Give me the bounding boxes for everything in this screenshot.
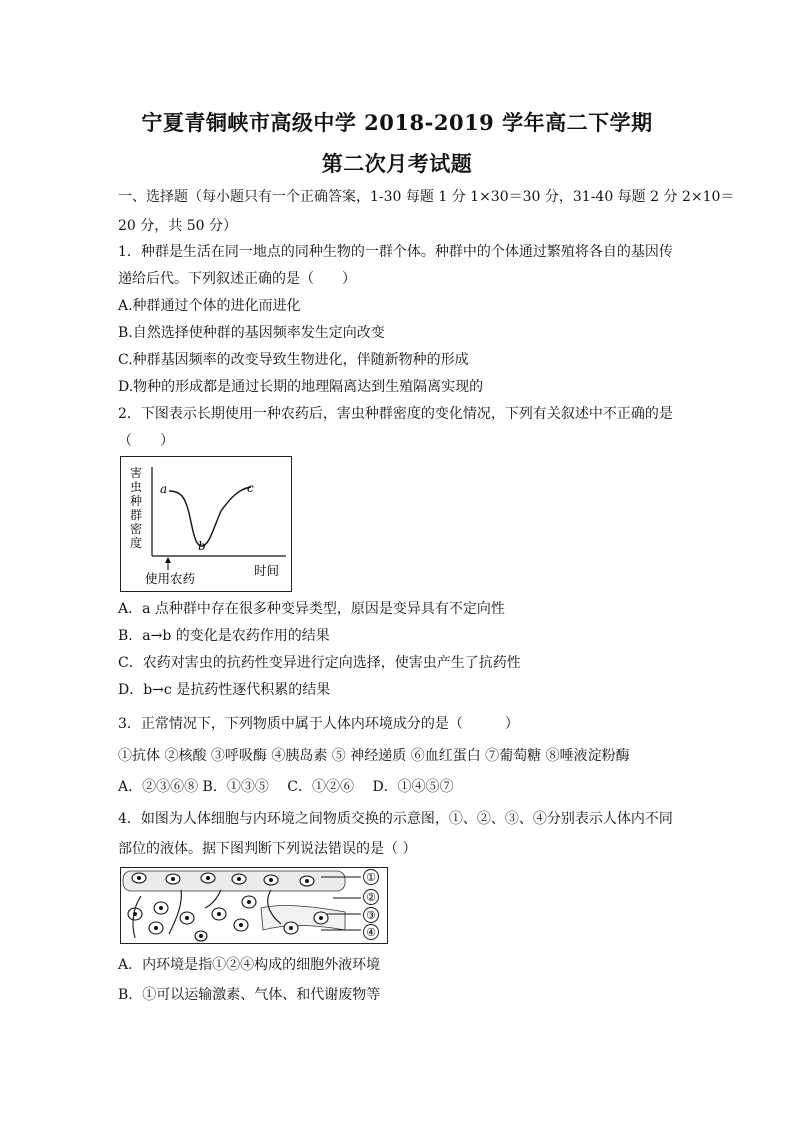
point-c-label: c: [247, 481, 254, 495]
q3-stem: 3．正常情况下，下列物质中属于人体内环境成分的是（ ）: [118, 716, 519, 732]
exam-title: 宁夏青铜峡市高级中学 2018-2019 学年高二下学期: [141, 110, 653, 135]
body-fluid-exchange-figure: [120, 867, 388, 944]
q2-option-b: B．a→b 的变化是农药作用的结果: [118, 628, 330, 644]
body-fluid-diagram: [121, 868, 386, 942]
label-glyphs: [366, 871, 376, 939]
point-a-label: a: [160, 482, 168, 496]
section-heading: 一、选择题（每小题只有一个正确答案，1-30 每题 1 分 1×30＝30 分，31-40 每题 2 分 2×10＝: [118, 189, 735, 205]
section-heading-cont: 20 分，共 50 分）: [118, 218, 237, 234]
q1-stem: 1．种群是生活在同一地点的同种生物的一群个体。种群中的个体通过繁殖将各自的基因传: [118, 244, 673, 260]
q2-stem-cont: （ ）: [118, 433, 174, 449]
density-curve: [169, 487, 251, 546]
q1-option-d: D.物种的形成都是通过长期的地理隔离达到生殖隔离实现的: [118, 379, 484, 395]
q3-items: ①抗体 ②核酸 ③呼吸酶 ④胰岛素 ⑤ 神经递质 ⑥血红蛋白 ⑦葡萄糖 ⑧唾液淀粉酶: [118, 748, 630, 764]
q1-option-b: B.自然选择使种群的基因频率发生定向改变: [118, 325, 385, 341]
q3-options: A．②③⑥⑧ B．①③⑤ C．①②⑥ D．①④⑤⑦: [118, 779, 454, 795]
label-2: ②: [366, 891, 376, 904]
label-1: ①: [366, 871, 376, 884]
q4-stem-cont: 部位的液体。据下图判断下列说法错误的是（ ）: [118, 841, 417, 857]
point-b-label: b: [198, 539, 206, 553]
q4-stem: 4．如图为人体细胞与内环境之间物质交换的示意图，①、②、③、④分别表示人体内不同: [118, 811, 673, 827]
q1-option-c: C.种群基因频率的改变导致生物进化，伴随新物种的形成: [118, 352, 469, 368]
pesticide-label: 使用农药: [145, 571, 196, 586]
pesticide-arrow-head: [165, 557, 171, 563]
q1-stem-cont: 递给后代。下列叙述正确的是（ ）: [118, 271, 356, 287]
y-axis-label: 害 虫 种 群 密 度: [130, 466, 143, 550]
q2-option-c: C．农药对害虫的抗药性变异进行定向选择，使害虫产生了抗药性: [118, 655, 521, 671]
x-axis-label: 时间: [254, 563, 280, 578]
label-3: ③: [366, 909, 376, 922]
q2-option-a: A．a 点种群中存在很多种变异类型，原因是变异具有不定向性: [118, 601, 505, 617]
pest-density-graph: [121, 457, 290, 590]
q4-option-b: B．①可以运输激素、气体、和代谢废物等: [118, 987, 381, 1003]
exam-subtitle: 第二次月考试题: [321, 151, 473, 176]
label-4: ④: [366, 926, 376, 939]
q2-stem: 2．下图表示长期使用一种农药后，害虫种群密度的变化情况，下列有关叙述中不正确的是: [118, 406, 673, 422]
lymph-vessel: [261, 905, 345, 930]
q4-option-a: A．内环境是指①②④构成的细胞外液环境: [118, 957, 381, 973]
q1-option-a: A.种群通过个体的进化而进化: [118, 298, 301, 314]
pest-density-figure: [120, 456, 292, 592]
q2-option-d: D．b→c 是抗药性逐代积累的结果: [118, 682, 331, 698]
